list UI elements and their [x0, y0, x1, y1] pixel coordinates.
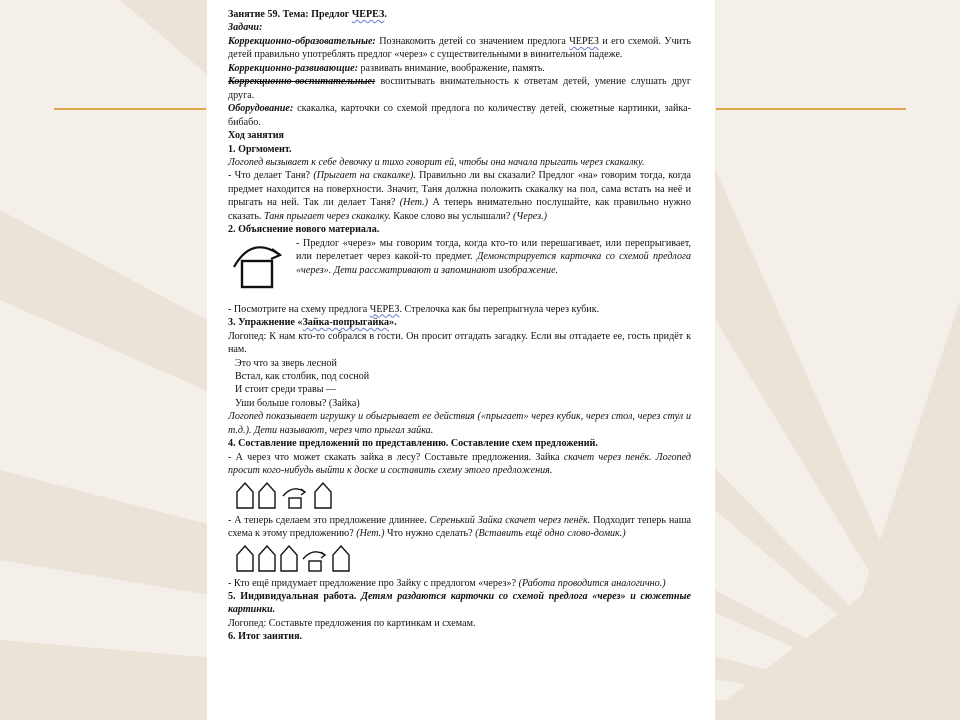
- poem-line: Встал, как столбик, под сосной: [235, 370, 370, 382]
- tasks-label: Задачи:: [228, 22, 263, 34]
- preposition-scheme-icon: [303, 551, 325, 570]
- section-6-heading: 6. Итог занятия.: [228, 631, 303, 643]
- section-1-text: - Что делает Таня? (Прыгает на скакалке). Правильно ли вы сказали? Предлог «на» говорим тогда, когда предмет находится на поверхности. Значит, Таня должна положить скакалку на пол, сама встать на неё и прыгать на ней. Так ли делает Таня? (Нет.) А теперь внимательно послушайте, как правильно нужно сказать. Таня прыгает через скакалку. Какое слово вы услышали? (Через.): [228, 170, 692, 222]
- section-5: 5. Индивидуальная работа. Детям раздаются карточки со схемой предлога «через» и сюжетные картинки.: [228, 590, 691, 616]
- section-4-text-a: - А через что может скакать зайка в лесу? Составьте предложения. Зайка скачет через пенёк. Логопед просит кого-нибудь выйти к доске и составить схему этого предложения.: [228, 451, 691, 477]
- equipment: Оборудование: скакалка, карточки со схемой предлога по количеству детей, сюжетные картинки, зайка-бибабо.: [228, 103, 691, 128]
- document-page: [207, 0, 715, 720]
- section-3-italic: Логопед показывает игрушку и обыгрывает ее действия («прыгает» через кубик, через стол, через стул и т.д.). Дети называют, через что прыгал зайка.: [228, 411, 691, 436]
- section-1-intro: Логопед вызывает к себе девочку и тихо говорит ей, чтобы она начала прыгать через скакалку.: [228, 156, 645, 168]
- section-3-text: Логопед: К нам кто-то собрался в гости. Он просит отгадать загадку. Если вы отгадаете ее, гость придёт к нам.: [228, 330, 691, 356]
- word-house-icon: [237, 483, 253, 508]
- word-house-icon: [281, 546, 297, 571]
- section-2-row: [228, 237, 691, 295]
- section-4-text-b: - А теперь сделаем это предложение длиннее. Серенький Зайка скачет через пенёк. Подходит теперь наша схема к этому предложению? (Нет.) Что нужно сделать? (Вставить ещё одно слово-домик.): [228, 514, 691, 540]
- poem-line: И стоит среди травы —: [235, 384, 337, 396]
- task-developing: Коррекционно-развивающие: развивать внимание, воображение, память.: [228, 62, 545, 74]
- preposition-scheme-icon: [283, 488, 305, 507]
- poem-line: Уши больше головы? (Зайка): [235, 397, 360, 409]
- section-2-text: - Предлог «через» мы говорим тогда, когда кто-то или перешагивает, или перепрыгивает, или перелетает через какой-то предмет. Демонстрируется карточка со схемой предлога «через». Дети рассматривают и запоминают изображение.: [296, 237, 691, 276]
- section-4-heading: 4. Составление предложений по представлению. Составление схем предложений.: [228, 438, 598, 450]
- task-upbringing: Коррекционно-воспитательные: воспитывать внимательность к ответам детей, умение слушать друг друга.: [228, 76, 691, 101]
- poem-line: Это что за зверь лесной: [235, 357, 337, 369]
- word-house-icon: [315, 483, 331, 508]
- word-house-icon: [333, 546, 349, 571]
- sentence-scheme-1: [228, 480, 691, 510]
- preposition-scheme-icon: [228, 237, 296, 295]
- section-5-text: Логопед: Составьте предложения по картинкам и схемам.: [228, 617, 476, 629]
- document-content: [228, 8, 691, 644]
- word-house-icon: [259, 546, 275, 571]
- accent-line-left: [54, 108, 206, 110]
- section-2-heading: 2. Объяснение нового материала.: [228, 224, 380, 236]
- word-house-icon: [259, 483, 275, 508]
- lesson-title: Занятие 59. Тема: Предлог ЧЕРЕЗ.: [228, 9, 387, 20]
- section-3-heading: 3. Упражнение «Зайка-попрыгайка».: [228, 317, 397, 329]
- accent-line-right: [716, 108, 906, 110]
- word-house-icon: [237, 546, 253, 571]
- sentence-scheme-2: [228, 543, 691, 573]
- section-2-look: - Посмотрите на схему предлога ЧЕРЕЗ. Стрелочка как бы перепрыгнула через кубик.: [228, 303, 600, 315]
- section-1-heading: 1. Оргмомент.: [228, 143, 292, 155]
- course-heading: Ход занятия: [228, 130, 284, 142]
- task-educational: Коррекционно-образовательные: Познакомить детей со значением предлога ЧЕРЕЗ и его схемой. Учить детей правильно употреблять предлог «через» с существительными в винительном падеже.: [228, 35, 691, 61]
- section-4-text-e: - Кто ещё придумает предложение про Зайку с предлогом «через»? (Работа проводится аналогично.): [228, 577, 666, 589]
- riddle-poem: [228, 357, 691, 411]
